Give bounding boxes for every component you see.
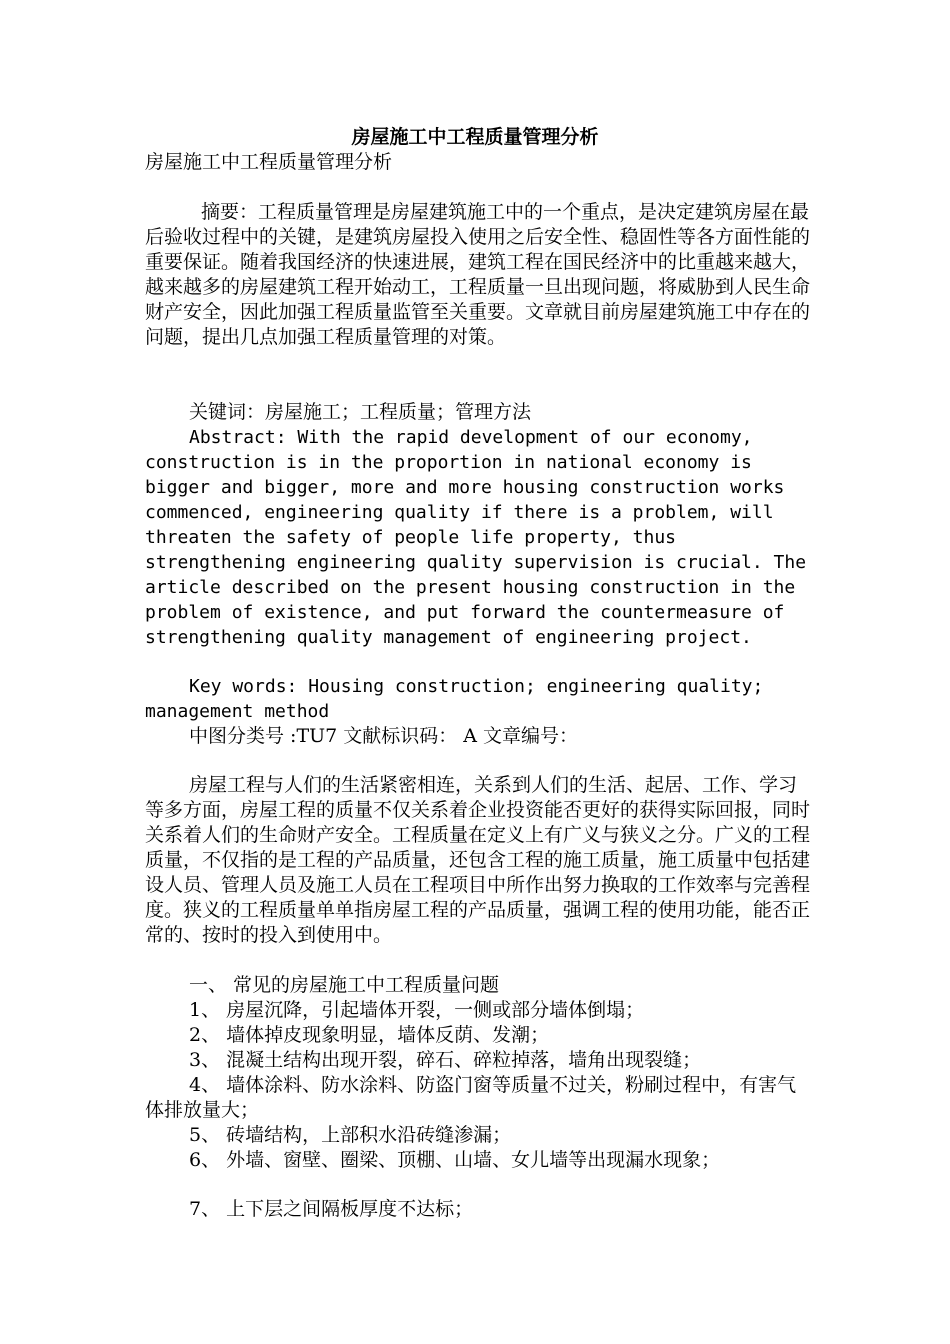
classification-line: 中图分类号 :TU7 文献标识码： A 文章编号： xyxy=(189,725,579,747)
list-item: 3、 混凝土结构出现开裂，碎石、碎粒掉落，墙角出现裂缝； xyxy=(189,1049,702,1071)
abstract-chinese: 摘要：工程质量管理是房屋建筑施工中的一个重点，是决定建筑房屋在最后验收过程中的关键，是建筑房屋投入使用之后安全性、稳固性等各方面性能的重要保证。随着我国经济的快速进展，建筑工程在国民经济中的比重越来越大，越来越多的房屋建筑工程开始动工，工程质量一旦出现问题，将威胁到人民生命财产安全，因此加强工程质量监管至关重要。文章就目前房屋建筑施工中存在的问题，提出几点加强工程质量管理的对策。 xyxy=(145,201,811,348)
list-item: 2、 墙体掉皮现象明显，墙体反荫、发潮； xyxy=(189,1024,550,1046)
list-item: 4、 墙体涂料、防水涂料、防盗门窗等质量不过关，粉刷过程中，有害气体排放量大； xyxy=(145,1074,797,1121)
abstract-english: Abstract: With the rapid development of our economy, construction is in the proportion in national economy is bigger and bigger, more and more housing construction works commenced, engineering quality if there is a problem, will threaten the safety of people life property, thus strengthening engineering quality supervision is crucial. The article described on the present housing construction in the problem of existence, and put forward the countermeasure of strengthening quality management of engineering project. xyxy=(145,427,817,648)
section-heading: 一、 常见的房屋施工中工程质量问题 xyxy=(189,974,500,996)
document-title: 房屋施工中工程质量管理分析 xyxy=(351,126,599,148)
list-item: 6、 外墙、窗壁、圈梁、顶棚、山墙、女儿墙等出现漏水现象； xyxy=(189,1149,721,1171)
list-item: 7、 上下层之间隔板厚度不达标； xyxy=(189,1198,474,1220)
intro-paragraph: 房屋工程与人们的生活紧密相连，关系到人们的生活、起居、工作、学习等多方面，房屋工程的质量不仅关系着企业投资能否更好的获得实际回报，同时关系着人们的生命财产安全。工程质量在定义上有广义与狭义之分。广义的工程质量，不仅指的是工程的产品质量，还包含工程的施工质量，施工质量中包括建设人员、管理人员及施工人员在工程项目中所作出努力换取的工作效率与完善程度。狭义的工程质量单单指房屋工程的产品质量，强调工程的使用功能，能否正常的、按时的投入到使用中。 xyxy=(145,774,811,946)
list-item: 5、 砖墙结构，上部积水沿砖缝渗漏； xyxy=(189,1124,512,1146)
keywords-chinese: 关键词：房屋施工；工程质量；管理方法 xyxy=(189,401,532,423)
document-subtitle: 房屋施工中工程质量管理分析 xyxy=(145,151,393,173)
keywords-english: Key words: Housing construction; engineering quality; management method xyxy=(145,676,775,722)
list-item: 1、 房屋沉降，引起墙体开裂，一侧或部分墙体倒塌； xyxy=(189,999,645,1021)
